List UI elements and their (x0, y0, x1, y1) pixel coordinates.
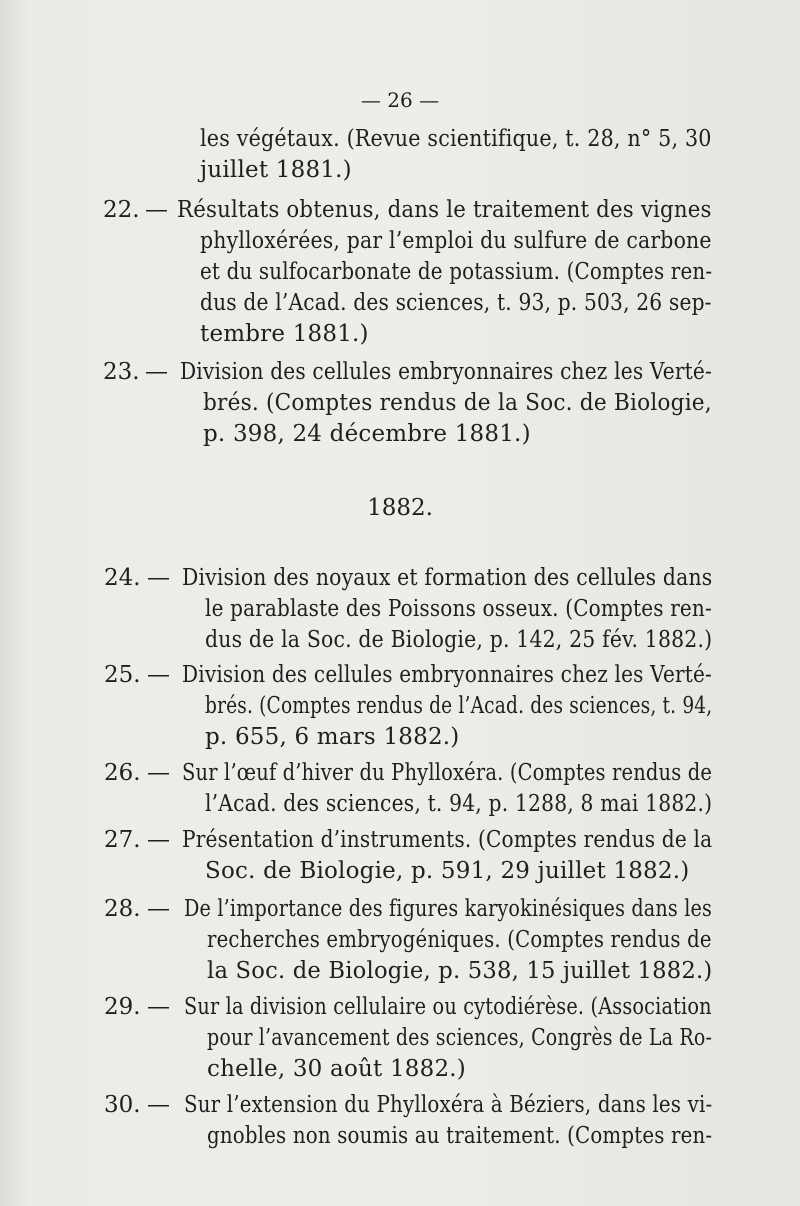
entry-line: l’Acad. des sciences, t. 94, p. 1288, 8 mai 1882.) (205, 791, 713, 817)
entry-line: phylloxérées, par l’emploi du sulfure de carbone (200, 228, 712, 254)
entry-line: dus de l’Acad. des sciences, t. 93, p. 503, 26 sep- (200, 290, 712, 316)
entry-line: brés. (Comptes rendus de l’Acad. des sciences, t. 94, (205, 693, 713, 719)
entry-line: Présentation d’instruments. (Comptes rendus de la (182, 827, 713, 853)
entry-line: et du sulfocarbonate de potassium. (Comptes ren- (200, 259, 713, 285)
entry-line: tembre 1881.) (200, 321, 369, 347)
entry-number: 26. (104, 760, 141, 786)
entry-number: 30. (104, 1092, 141, 1118)
entry-line: dus de la Soc. de Biologie, p. 142, 25 fév. 1882.) (205, 627, 713, 653)
entry-line: le parablaste des Poissons osseux. (Comptes ren- (205, 596, 712, 622)
entry-number: 22. (103, 197, 140, 223)
entry-number: 27. (104, 827, 141, 853)
entry-dash: — (147, 565, 170, 591)
entry-line: Sur l’extension du Phylloxéra à Béziers, dans les vi- (184, 1092, 713, 1118)
entry-dash: — (147, 827, 170, 853)
entry-number: 25. (104, 662, 141, 688)
entry-number: 24. (104, 565, 141, 591)
entry-dash: — (147, 760, 170, 786)
page-number: — 26 — (360, 88, 440, 112)
entry-line: Résultats obtenus, dans le traitement des vignes (177, 197, 712, 223)
entry-line: recherches embryogéniques. (Comptes rendus de (207, 927, 712, 953)
entry-line: Sur l’œuf d’hiver du Phylloxéra. (Comptes rendus de (182, 760, 713, 786)
entry-line: Sur la division cellulaire ou cytodiérèse. (Association (184, 994, 712, 1020)
entry-dash: — (145, 359, 168, 385)
entry-line: la Soc. de Biologie, p. 538, 15 juillet 1882.) (207, 958, 713, 984)
entry-line: De l’importance des figures karyokinésiques dans les (184, 896, 713, 922)
entry-number: 29. (104, 994, 141, 1020)
entry-line: chelle, 30 août 1882.) (207, 1056, 466, 1082)
entry-line: p. 398, 24 décembre 1881.) (203, 421, 531, 447)
entry-number: 23. (103, 359, 140, 385)
entry-line: pour l’avancement des sciences, Congrès de La Ro- (207, 1025, 713, 1051)
entry-dash: — (145, 197, 168, 223)
entry-line: Division des cellules embryonnaires chez les Verté- (180, 359, 712, 385)
entry-dash: — (147, 896, 170, 922)
entry-line: Division des noyaux et formation des cellules dans (182, 565, 713, 591)
entry-dash: — (147, 994, 170, 1020)
continuation-line: les végétaux. (Revue scientifique, t. 28, n° 5, 30 (200, 126, 712, 152)
entry-line: brés. (Comptes rendus de la Soc. de Biologie, (203, 390, 712, 416)
continuation-line: juillet 1881.) (200, 157, 352, 183)
entry-dash: — (147, 1092, 170, 1118)
entry-number: 28. (104, 896, 141, 922)
entry-line: p. 655, 6 mars 1882.) (205, 724, 460, 750)
entry-line: Division des cellules embryonnaires chez les Verté- (182, 662, 712, 688)
entry-line: gnobles non soumis au traitement. (Comptes ren- (207, 1123, 713, 1149)
year-heading: 1882. (367, 495, 433, 521)
entry-line: Soc. de Biologie, p. 591, 29 juillet 1882.) (205, 858, 690, 884)
entry-dash: — (147, 662, 170, 688)
